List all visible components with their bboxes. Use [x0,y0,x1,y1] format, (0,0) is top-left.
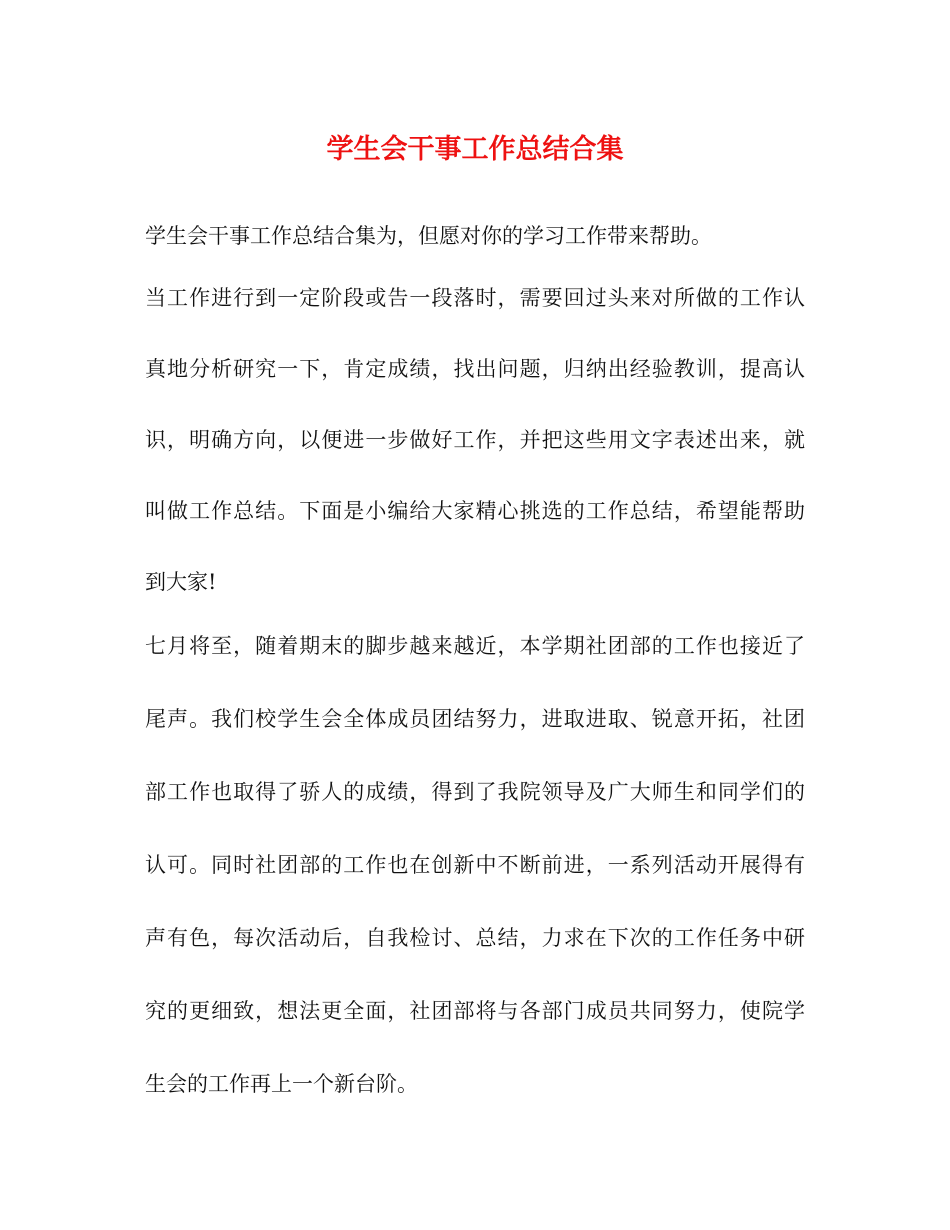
intro-line: 学生会干事工作总结合集为，但愿对你的学习工作带来帮助。 [145,224,712,248]
paragraph1-line: 当工作进行到一定阶段或告一段落时，需要回过头来对所做的工作认 [145,286,805,310]
paragraph2-line: 声有色，每次活动后，自我检讨、总结，力求在下次的工作任务中研 [145,926,805,950]
paragraph1-line: 叫做工作总结。下面是小编给大家精心挑选的工作总结，希望能帮助 [145,499,805,523]
paragraph2-line: 尾声。我们校学生会全体成员团结努力，进取进取、锐意开拓，社团 [145,707,805,731]
paragraph2-line: 认可。同时社团部的工作也在创新中不断前进，一系列活动开展得有 [145,853,805,877]
paragraph2-line: 七月将至，随着期末的脚步越来越近，本学期社团部的工作也接近了 [145,634,805,658]
paragraph1-line: 识，明确方向，以便进一步做好工作，并把这些用文字表述出来，就 [145,428,805,452]
paragraph2-line: 部工作也取得了骄人的成绩，得到了我院领导及广大师生和同学们的 [145,780,805,804]
paragraph1-line: 真地分析研究一下，肯定成绩，找出问题，归纳出经验教训，提高认 [145,357,805,381]
paragraph2-line: 生会的工作再上一个新台阶。 [145,1072,418,1096]
paragraph1-line: 到大家! [145,570,217,594]
document-title: 学生会干事工作总结合集 [326,134,624,165]
paragraph2-line: 究的更细致，想法更全面，社团部将与各部门成员共同努力，使院学 [145,999,805,1023]
